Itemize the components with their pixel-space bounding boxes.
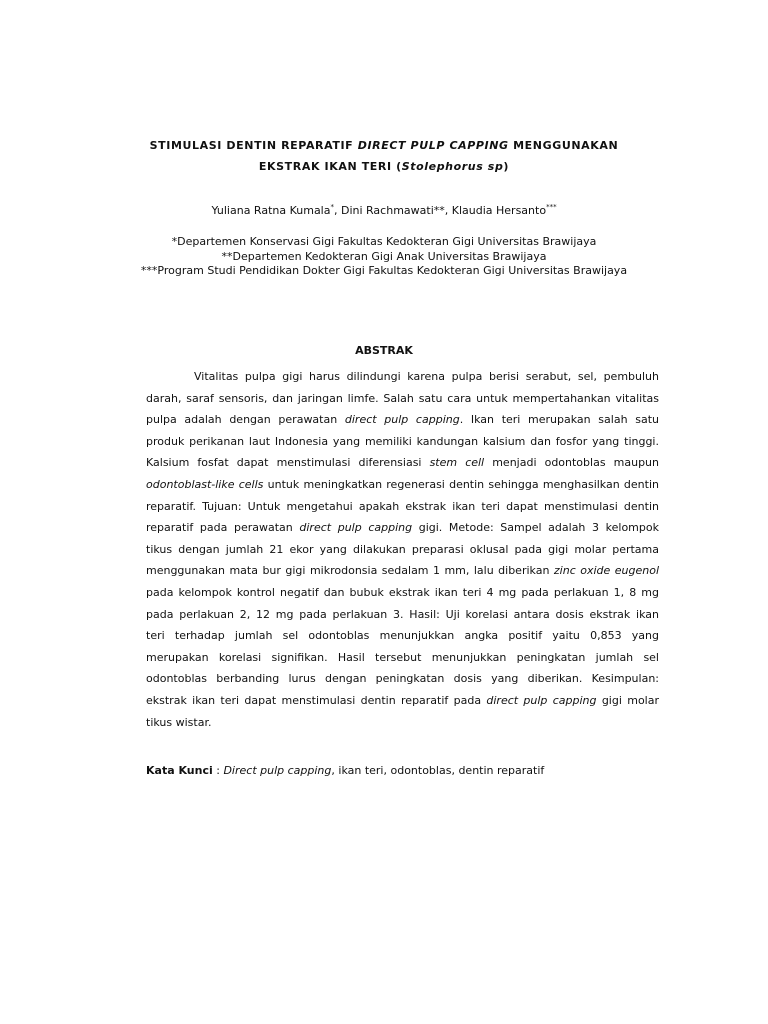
- author-mark: ***: [546, 203, 557, 211]
- abstract-line: merupakan korelasi signifikan. Hasil tersebut menunjukkan peningkatan jumlah sel: [146, 650, 659, 664]
- keywords-separator: :: [212, 764, 224, 777]
- title-text: ): [503, 160, 510, 173]
- abstract-line: darah, saraf sensoris, dan jaringan limfe. Salah satu cara untuk mempertahankan vitalitas: [146, 391, 659, 405]
- author-mark: *: [330, 203, 334, 211]
- title-italic-text: DIRECT PULP CAPPING: [357, 139, 509, 152]
- abstract-line: reparatif. Tujuan: Untuk mengetahui apakah ekstrak ikan teri dapat menstimulasi dentin: [146, 499, 659, 513]
- abstract-text: reparatif pada perawatan: [146, 521, 300, 535]
- abstract-text: gigi molar: [596, 693, 659, 707]
- abstract-line: [146, 517, 659, 539]
- abstract-italic-term: direct pulp capping: [344, 413, 460, 427]
- affiliation-2: **Departemen Kedokteran Gigi Anak Universitas Brawijaya: [221, 250, 547, 263]
- abstract-italic-term: stem cell: [429, 456, 485, 470]
- abstract-line: odontoblas berbanding lurus dengan peningkatan dosis yang diberikan. Kesimpulan:: [146, 672, 659, 686]
- affiliation-1: *Departemen Konservasi Gigi Fakultas Kedokteran Gigi Universitas Brawijaya: [171, 235, 597, 248]
- keywords: [146, 764, 544, 777]
- keyword-italic: Direct pulp capping: [223, 764, 332, 777]
- author-name: Yuliana Ratna Kumala: [211, 204, 331, 217]
- keywords-label: Kata Kunci: [146, 764, 213, 777]
- abstract-line: Vitalitas pulpa gigi harus dilindungi karena pulpa berisi serabut, sel, pembuluh: [194, 370, 659, 383]
- abstract-italic-term: direct pulp capping: [486, 693, 597, 707]
- abstract-line: pada kelompok kontrol negatif dan bubuk ekstrak ikan teri 4 mg pada perlakuan 1, 8 mg: [146, 585, 659, 599]
- abstract-line: [146, 452, 659, 474]
- abstract-italic-term: zinc oxide eugenol: [553, 564, 659, 578]
- abstract-line: produk perikanan laut Indonesia yang memiliki kandungan kalsium dan fosfor yang tinggi.: [146, 434, 659, 448]
- abstract-text: menjadi odontoblas maupun: [484, 456, 659, 470]
- abstract-line: tikus wistar.: [146, 715, 212, 729]
- abstract-body: [146, 366, 659, 733]
- abstract-text: untuk meningkatkan regenerasi dentin sehingga menghasilkan dentin: [263, 477, 659, 491]
- title-text: EKSTRAK IKAN TERI (: [258, 160, 402, 173]
- abstract-text: pulpa adalah dengan perawatan: [146, 413, 345, 427]
- abstract-text: . Ikan teri merupakan salah satu: [459, 413, 659, 427]
- abstract-line: [146, 690, 659, 712]
- title-italic-text: Stolephorus sp: [401, 160, 504, 173]
- abstract-text: Kalsium fosfat dapat menstimulasi diferensiasi: [146, 456, 430, 470]
- title-text: STIMULASI DENTIN REPARATIF: [149, 139, 358, 152]
- paper-title-line-2: [0, 160, 768, 173]
- affiliation-3: ***Program Studi Pendidikan Dokter Gigi Fakultas Kedokteran Gigi Universitas Brawijaya: [140, 264, 628, 277]
- abstract-text: ekstrak ikan teri dapat menstimulasi dentin reparatif pada: [146, 693, 487, 707]
- abstract-text: menggunakan mata bur gigi mikrodonsia sedalam 1 mm, lalu diberikan: [146, 564, 554, 578]
- abstract-heading: ABSTRAK: [355, 344, 413, 357]
- abstract-line: teri terhadap jumlah sel odontoblas menunjukkan angka positif yaitu 0,853 yang: [146, 629, 659, 643]
- abstract-line: [146, 409, 659, 431]
- author-list: [0, 204, 768, 217]
- abstract-line: [146, 474, 659, 496]
- title-text: MENGGUNAKAN: [508, 139, 619, 152]
- abstract-text: gigi. Metode: Sampel adalah 3 kelompok: [412, 521, 659, 535]
- abstract-line: pada perlakuan 2, 12 mg pada perlakuan 3. Hasil: Uji korelasi antara dosis ekstrak ikan: [146, 607, 659, 621]
- abstract-italic-term: odontoblast-like cells: [146, 477, 264, 491]
- abstract-italic-term: direct pulp capping: [299, 521, 413, 535]
- keywords-text: , ikan teri, odontoblas, dentin reparatif: [331, 764, 545, 777]
- author-name: , Dini Rachmawati**, Klaudia Hersanto: [333, 204, 547, 217]
- abstract-line: tikus dengan jumlah 21 ekor yang dilakukan preparasi oklusal pada gigi molar pertama: [146, 542, 659, 556]
- paper-title-line-1: [0, 139, 768, 152]
- abstract-line: [146, 560, 659, 582]
